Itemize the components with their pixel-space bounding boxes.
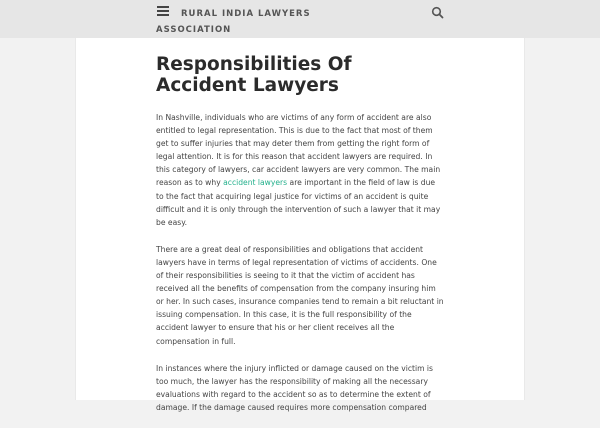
accident-lawyers-link[interactable]: accident lawyers [223,178,288,188]
content-area [75,38,525,412]
top-navigation-bar [0,0,600,38]
paragraph-text: are important in the field of law is due to the fact that acquiring legal justice for victims of an accident is quite difficult and it is only through the intervention of such a lawyer that it may be easy. [156,178,441,227]
article [156,54,444,428]
paragraph-text: In Nashville, individuals who are victims of any form of accident are also entitled to legal representation. This is due to the fact that most of them get to suffer injuries that may deter them from getting the right form of legal attention. It is for this reason that accident lawyers are required. In this category of lawyers, car accident lawyers are very common. The main reason as to why [156,113,441,188]
article-title: Responsibilities Of Accident Lawyers [156,54,352,96]
site-title-link[interactable]: RURAL INDIA LAWYERS ASSOCIATION [156,9,311,35]
article-paragraph-1 [156,111,444,229]
search-icon[interactable] [431,5,445,19]
search-icon-glyph [431,6,445,20]
article-paragraph-3: In instances where the injury inflicted or damage caused on the victim is too much, the lawyer has the responsibility of making all the necessary evaluations with regard to the accident so as to determine the extent of damage. If the damage caused requires more compensation compared [156,363,433,412]
article-paragraph-2: There are a great deal of responsibilities and obligations that accident lawyers have in terms of legal representation of victims of accidents. One of their responsibilities is seeing to it that the victim of accident has received all the benefits of compensation from the company insuring him or her. In such cases, insurance companies tend to remain a bit reluctant in issuing compensation. In this case, it is the full responsibility of the accident lawyer to ensure that his or her client receives all the compensation in full. [156,244,444,346]
